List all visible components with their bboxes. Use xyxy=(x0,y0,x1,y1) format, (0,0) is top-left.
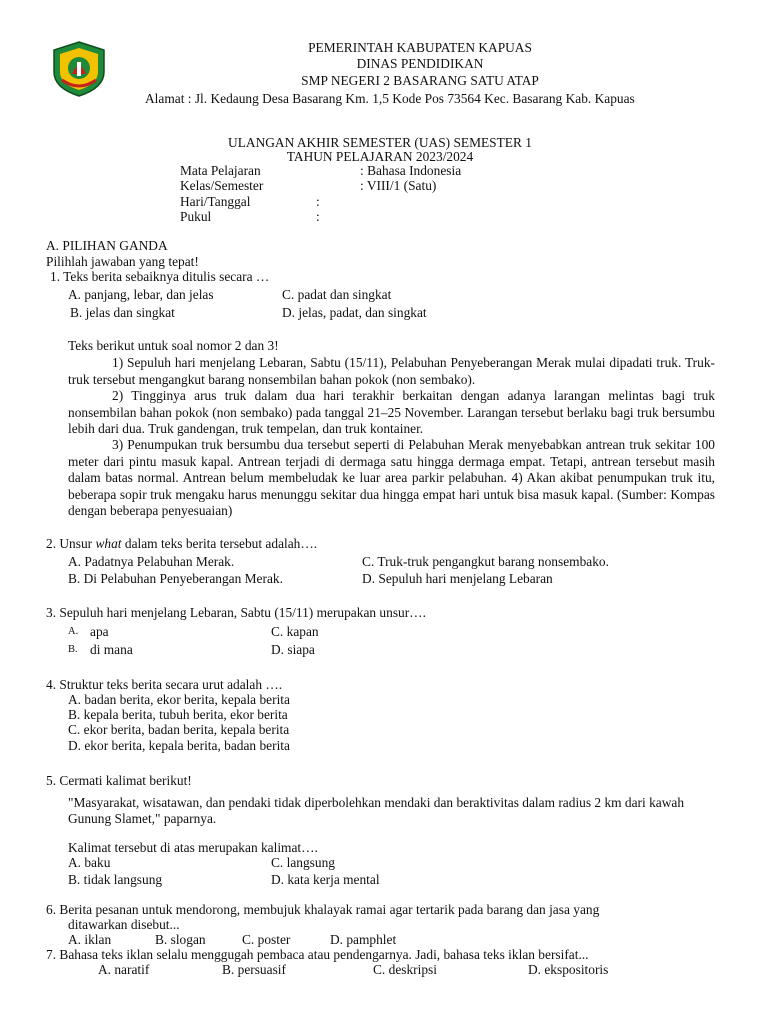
question-7-stem: 7. Bahasa teks iklan selalu menggugah pembaca atau pendengarnya. Jadi, bahasa teks iklan bersifat... xyxy=(46,947,589,962)
kabupaten-kapuas-emblem xyxy=(48,40,110,98)
header-department: DINAS PENDIDIKAN xyxy=(356,56,484,71)
question-3-option-c: C. kapan xyxy=(271,624,319,639)
question-1-option-d: D. jelas, padat, dan singkat xyxy=(282,305,427,320)
question-5-quote: "Masyarakat, wisatawan, dan pendaki tidak diperbolehkan mendaki dan beraktivitas dalam radius 2 km dari kawah Gunung Slamet," paparnya. xyxy=(68,795,685,826)
passage-paragraph-2: 2) Tingginya arus truk dalam dua hari terakhir berkaitan dengan adanya larangan melintas bagi truk nonsembilan bahan pokok (non sembako) pada tanggal 21–25 November. Larangan tersebut berlaku bagi truk bersumbu lebih dari dua. Truk gandengan, truk tempelan, dan truk kontainer. xyxy=(68,388,715,436)
question-2-stem xyxy=(46,536,317,551)
question-7-option-c: C. deskripsi xyxy=(373,962,437,977)
question-2-option-c: C. Truk-truk pengangkut barang nonsembako. xyxy=(362,554,609,569)
question-7-option-d: D. ekspositoris xyxy=(528,962,609,977)
exam-year: TAHUN PELAJARAN 2023/2024 xyxy=(286,149,474,164)
question-4-option-d: D. ekor berita, kepala berita, badan berita xyxy=(68,738,290,753)
field-label: Pukul xyxy=(180,209,212,224)
question-5-option-b: B. tidak langsung xyxy=(68,872,163,887)
header-address: Alamat : Jl. Kedaung Desa Basarang Km. 1,5 Kode Pos 73564 Kec. Basarang Kab. Kapuas xyxy=(145,91,635,106)
question-4-option-a: A. badan berita, ekor berita, kepala berita xyxy=(68,692,290,707)
question-3-option-a-letter: A. xyxy=(68,626,79,637)
question-2-option-a: A. Padatnya Pelabuhan Merak. xyxy=(68,554,235,569)
question-7-option-b: B. persuasif xyxy=(222,962,286,977)
question-6-option-b: B. slogan xyxy=(155,932,206,947)
question-4-option-c: C. ekor berita, badan berita, kepala berita xyxy=(68,722,290,737)
question-2-option-b: B. Di Pelabuhan Penyeberangan Merak. xyxy=(68,571,283,586)
question-5-stem: 5. Cermati kalimat berikut! xyxy=(46,773,192,788)
question-2-stem-pre: 2. Unsur xyxy=(46,536,96,551)
question-1-option-b: B. jelas dan singkat xyxy=(70,305,175,320)
question-3-option-b: di mana xyxy=(90,642,133,657)
question-6-stem-continued: ditawarkan disebut... xyxy=(68,917,180,932)
question-6-stem: 6. Berita pesanan untuk mendorong, membujuk khalayak ramai agar tertarik pada barang dan jasa yang xyxy=(46,902,600,917)
field-value: : VIII/1 (Satu) xyxy=(360,178,437,193)
section-instruction: Pilihlah jawaban yang tepat! xyxy=(46,254,199,269)
field-value: : Bahasa Indonesia xyxy=(360,163,462,178)
passage-paragraph-1: 1) Sepuluh hari menjelang Lebaran, Sabtu (15/11), Pelabuhan Penyeberangan Merak mulai dipadati truk. Truk-truk tersebut mengangkut barang nonsembilan bahan pokok (non sembako). xyxy=(68,355,715,387)
header-government: PEMERINTAH KABUPATEN KAPUAS xyxy=(308,40,532,55)
question-2-stem-post: dalam teks berita tersebut adalah…. xyxy=(121,536,318,551)
question-1-option-c: C. padat dan singkat xyxy=(282,287,392,302)
question-6-option-a: A. iklan xyxy=(68,932,112,947)
passage-paragraph-3: 3) Penumpukan truk bersumbu dua tersebut seperti di Pelabuhan Merak menyebabkan antrean truk sekitar 100 meter dari pintu masuk kapal. Antrean terjadi di dermaga satu hingga dermaga empat. Tetapi, antrean tersebut masih dalam batas normal. Antrean belum membeludak ke luar area parkir pelabuhan. 4) Akan akibat penumpukan truk itu, beberapa sopir truk mengaku harus menunggu sekitar dua hingga empat hari untuk bisa masuk kapal. (Sumber: Kompas dengan beberapa penyesuaian) xyxy=(68,437,715,518)
question-5-ask: Kalimat tersebut di atas merupakan kalimat…. xyxy=(68,840,318,855)
section-title: A. PILIHAN GANDA xyxy=(46,238,168,253)
question-5-option-c: C. langsung xyxy=(271,855,335,870)
field-label: Kelas/Semester xyxy=(180,178,264,193)
question-7-option-a: A. naratif xyxy=(98,962,150,977)
field-value: : xyxy=(316,209,320,224)
header-school: SMP NEGERI 2 BASARANG SATU ATAP xyxy=(301,73,539,88)
question-4-option-b: B. kepala berita, tubuh berita, ekor berita xyxy=(68,707,288,722)
passage-intro: Teks berikut untuk soal nomor 2 dan 3! xyxy=(68,338,279,353)
question-6-option-c: C. poster xyxy=(242,932,291,947)
exam-title: ULANGAN AKHIR SEMESTER (UAS) SEMESTER 1 xyxy=(228,135,532,150)
question-2-option-d: D. Sepuluh hari menjelang Lebaran xyxy=(362,571,553,586)
question-6-option-d: D. pamphlet xyxy=(330,932,397,947)
question-5-option-a: A. baku xyxy=(68,855,111,870)
field-label: Mata Pelajaran xyxy=(180,163,261,178)
question-4-stem: 4. Struktur teks berita secara urut adalah …. xyxy=(46,677,283,692)
question-3-option-b-letter: B. xyxy=(68,644,78,655)
field-value: : xyxy=(316,194,320,209)
question-3-stem: 3. Sepuluh hari menjelang Lebaran, Sabtu (15/11) merupakan unsur…. xyxy=(46,605,426,620)
field-label: Hari/Tanggal xyxy=(180,194,251,209)
question-5-option-d: D. kata kerja mental xyxy=(271,872,380,887)
question-2-stem-emphasis: what xyxy=(95,536,122,551)
question-1-option-a: A. panjang, lebar, dan jelas xyxy=(68,287,214,302)
question-3-option-a: apa xyxy=(90,624,109,639)
question-1-stem: 1. Teks berita sebaiknya ditulis secara … xyxy=(50,269,270,284)
question-3-option-d: D. siapa xyxy=(271,642,315,657)
